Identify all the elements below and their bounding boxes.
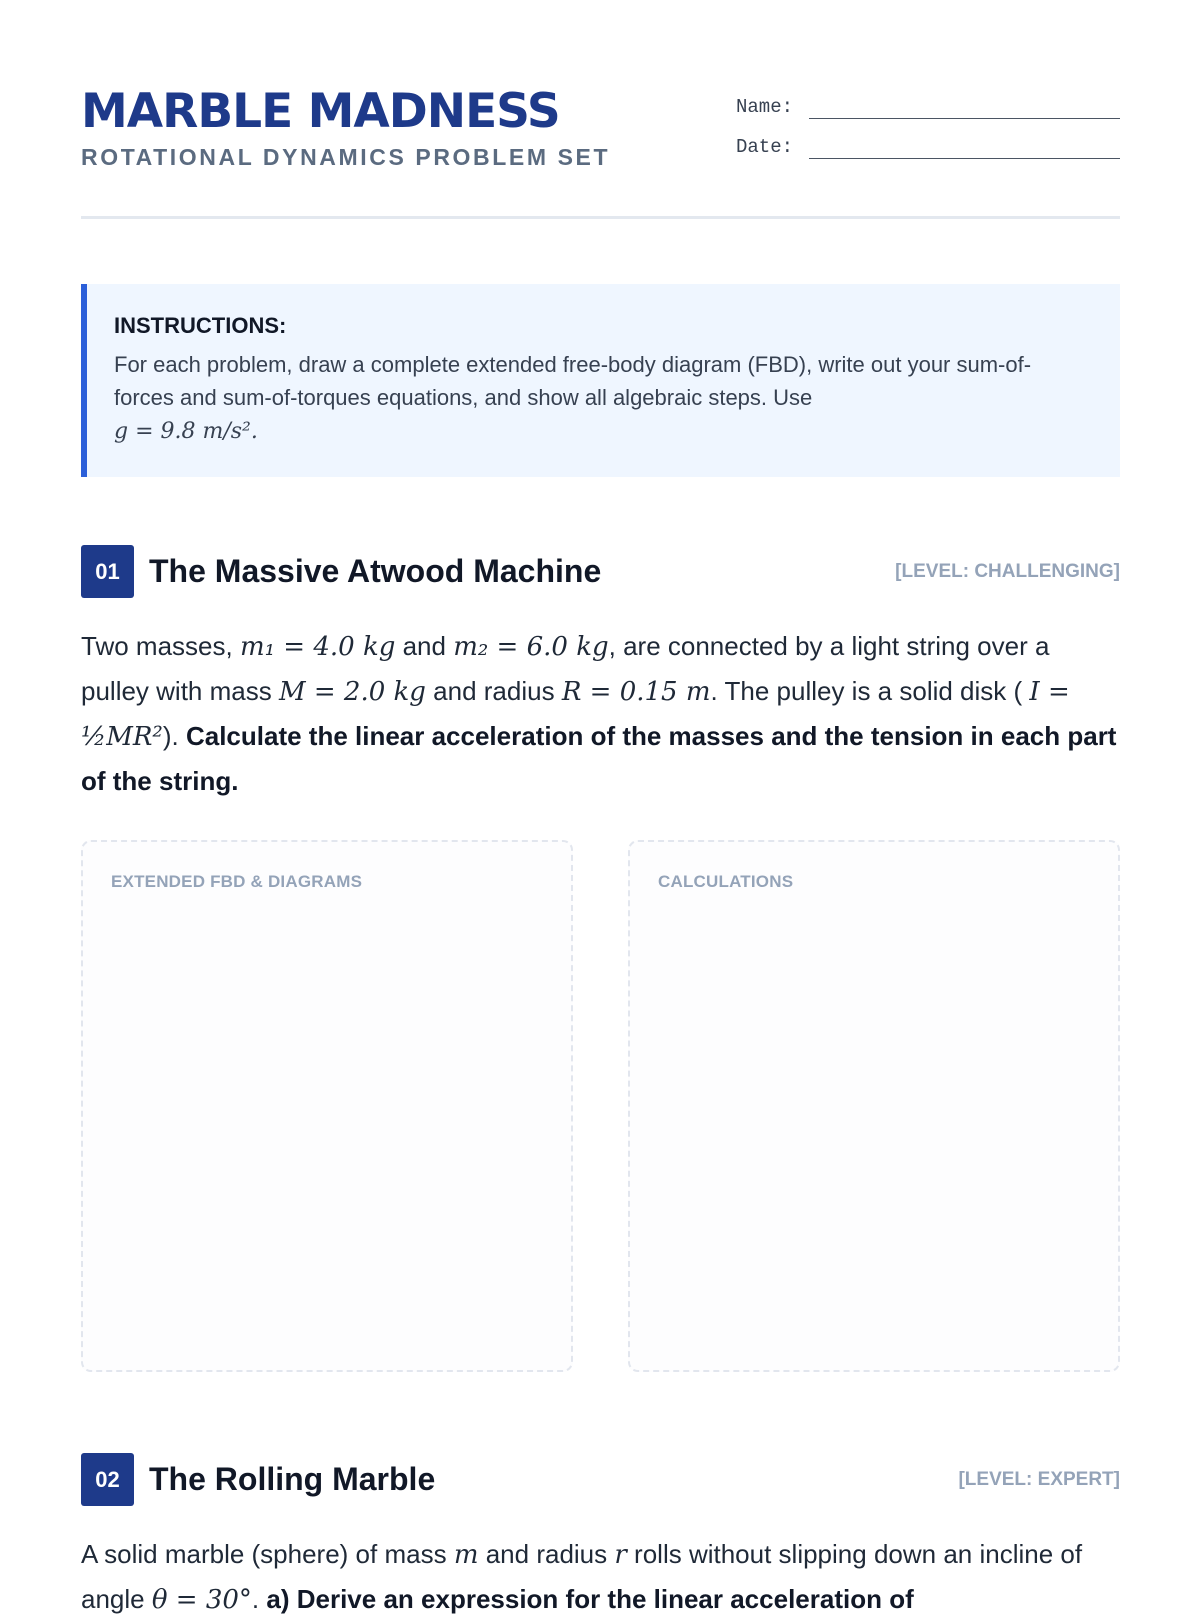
fbd-work-area[interactable] [81, 840, 573, 1372]
date-label: Date: [736, 136, 794, 158]
worksheet-title: MARBLE MADNESS [81, 84, 560, 139]
name-line[interactable] [809, 118, 1120, 119]
problem-task: a) Derive an expression for the linear acceleration of [266, 1584, 914, 1614]
problem-level: [LEVEL: CHALLENGING] [895, 561, 1120, 582]
radius-expression: R = 0.15 m [561, 677, 711, 707]
problem-level: [LEVEL: EXPERT] [958, 1469, 1120, 1490]
text-segment: and radius [485, 1539, 608, 1569]
mass-2-expression: m₂ = 6.0 kg [453, 632, 609, 662]
text-segment: A solid marble (sphere) of mass [81, 1539, 447, 1569]
text-segment: ). [162, 721, 179, 751]
instructions-box [81, 284, 1120, 477]
moment-of-inertia-expression: I = ½MR² [81, 677, 1070, 752]
problem-number-badge: 01 [81, 545, 134, 598]
name-field[interactable] [736, 92, 1120, 120]
mass-variable: m [453, 1540, 479, 1570]
calculations-work-area[interactable] [628, 840, 1120, 1372]
work-area-label: CALCULATIONS [658, 872, 794, 891]
problem-2-text [81, 1532, 1120, 1622]
text-segment: and [402, 631, 446, 661]
instructions-heading: INSTRUCTIONS: [114, 313, 287, 338]
date-line[interactable] [809, 158, 1120, 159]
gravity-expression: g = 9.8 m/s². [114, 419, 258, 444]
text-segment: , are connected by a light string over a pulley with mass [81, 631, 1050, 706]
instructions-text: For each problem, draw a complete extended free-body diagram (FBD), write out your sum-of-forces and sum-of-torques equations, and show all algebraic steps. Use [114, 352, 1032, 410]
text-segment: . The pulley is a solid disk ( [710, 676, 1023, 706]
text-segment: . [251, 1584, 260, 1614]
problem-1-text [81, 624, 1120, 803]
date-field[interactable] [736, 132, 1120, 160]
angle-expression: θ = 30° [151, 1585, 252, 1615]
problem-1-header [81, 545, 1120, 598]
text-segment: rolls without slipping down an incline of angle [81, 1539, 1083, 1614]
text-segment: Two masses, [81, 631, 233, 661]
problem-2-header [81, 1453, 1120, 1506]
mass-1-expression: m₁ = 4.0 kg [239, 632, 396, 662]
work-area-label: EXTENDED FBD & DIAGRAMS [111, 872, 363, 891]
pulley-mass-expression: M = 2.0 kg [278, 677, 426, 707]
radius-variable: r [614, 1540, 627, 1570]
name-label: Name: [736, 96, 794, 118]
problem-number-badge: 02 [81, 1453, 134, 1506]
problem-title: The Rolling Marble [149, 1461, 436, 1497]
problem-title: The Massive Atwood Machine [149, 553, 602, 589]
text-segment: and radius [433, 676, 555, 706]
worksheet-subtitle: ROTATIONAL DYNAMICS PROBLEM SET [81, 144, 611, 170]
worksheet-header [81, 84, 1120, 219]
problem-task: Calculate the linear acceleration of the masses and the tension in each part of the string. [81, 721, 1117, 796]
instructions-body [114, 348, 1090, 448]
